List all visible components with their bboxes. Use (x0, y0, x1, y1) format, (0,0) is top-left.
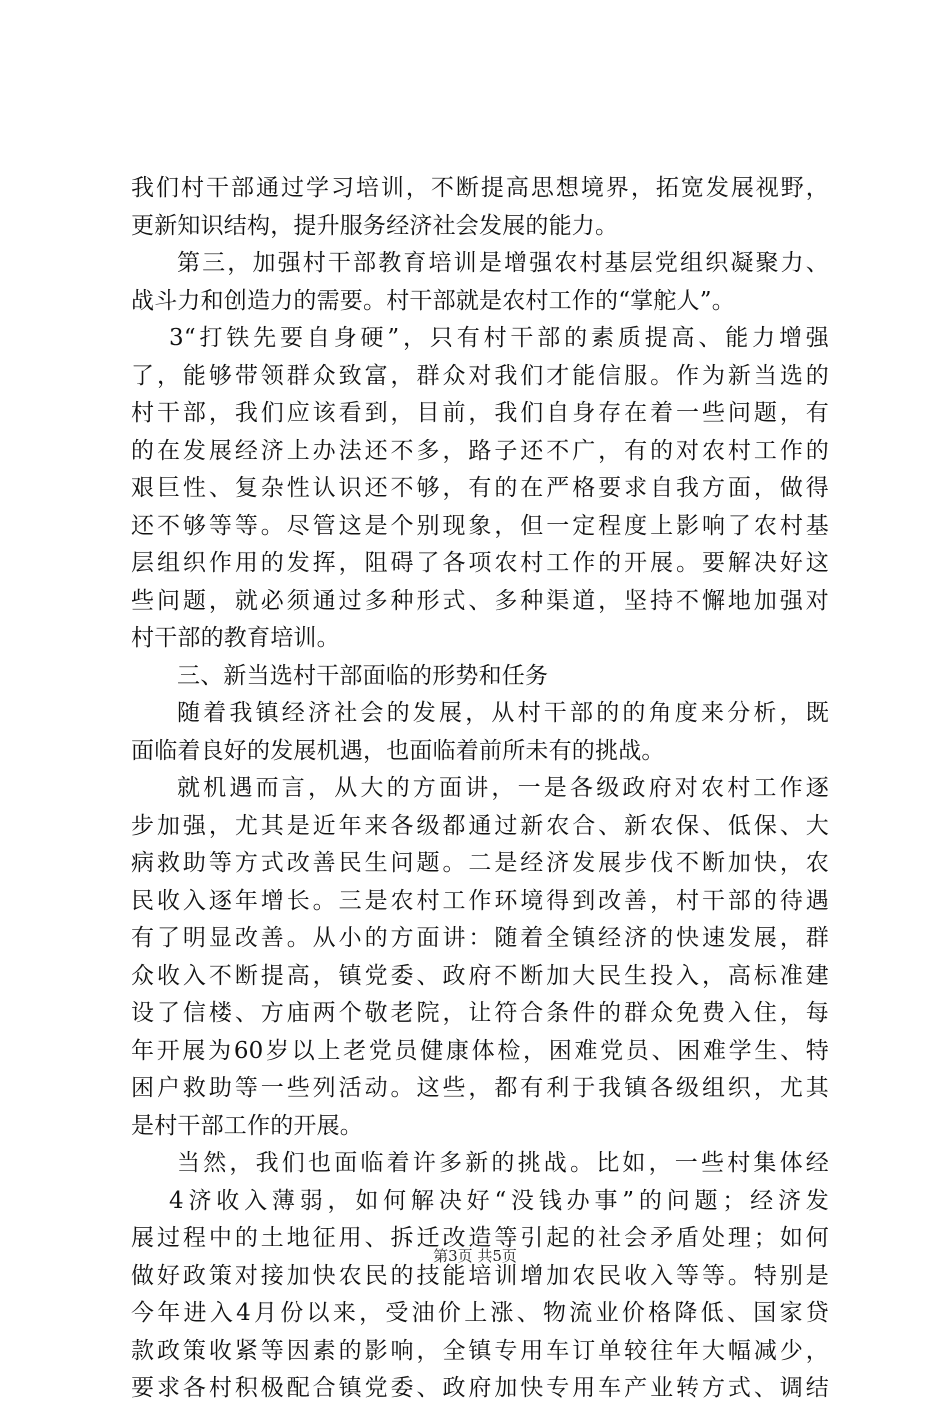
text-line: 层组织作用的发挥，阻碍了各项农村工作的开展。要解决好这 (131, 550, 829, 576)
text-line: 要求各村积极配合镇党委、政府加快专用车产业转方式、调结 (131, 1375, 829, 1401)
text-line: 战斗力和创造力的需要。村干部就是农村工作的“掌舵人”。 (131, 287, 735, 314)
text-line: 第三，加强村干部教育培训是增强农村基层党组织凝聚力、 (177, 250, 829, 276)
text-line: 些问题，就必须通过多种形式、多种渠道，坚持不懈地加强对 (131, 587, 829, 614)
text-line: 面临着良好的发展机遇，也面临着前所未有的挑战。 (131, 737, 665, 764)
section-heading: 三、新当选村干部面临的形势和任务 (177, 662, 549, 689)
text-line: 病救助等方式改善民生问题。二是经济发展步伐不断加快，农 (131, 850, 829, 876)
text-line: 有了明显改善。从小的方面讲：随着全镇经济的快速发展，群 (131, 925, 829, 951)
text-line: 更新知识结构，提升服务经济社会发展的能力。 (131, 212, 619, 239)
text-line: 村干部的教育培训。 (131, 625, 340, 651)
text-line: 是村干部工作的开展。 (131, 1112, 363, 1139)
text-line: 众收入不断提高，镇党委、政府不断加大民生投入，高标准建 (131, 962, 829, 989)
text-line: 当然，我们也面临着许多新的挑战。比如，一些村集体经 (177, 1150, 829, 1176)
document-body (131, 170, 829, 1408)
text-line: 款政策收紧等因素的影响，全镇专用车订单较往年大幅减少， (131, 1337, 829, 1364)
text-line: 艰巨性、复杂性认识还不够，有的在严格要求自我方面，做得 (131, 475, 829, 501)
text-line: 了，能够带领群众致富，群众对我们才能信服。作为新当选的 (131, 362, 829, 389)
text-line: 的在发展经济上办法还不多，路子还不广，有的对农村工作的 (131, 437, 829, 464)
text-line: 还不够等等。尽管这是个别现象，但一定程度上影响了农村基 (131, 512, 829, 539)
text-line: 年开展为60岁以上老党员健康体检，困难党员、困难学生、特 (131, 1037, 829, 1064)
text-line: 4济收入薄弱，如何解决好“没钱办事”的问题；经济发 (169, 1187, 829, 1214)
text-line: 我们村干部通过学习培训，不断提高思想境界，拓宽发展视野， (131, 175, 829, 201)
text-line: 3“打铁先要自身硬”，只有村干部的素质提高、能力增强 (169, 325, 829, 351)
text-line: 随着我镇经济社会的发展，从村干部的的角度来分析，既 (177, 700, 829, 726)
text-line: 村干部，我们应该看到，目前，我们自身存在着一些问题，有 (131, 400, 829, 426)
text-line: 展过程中的土地征用、拆迁改造等引起的社会矛盾处理；如何 (131, 1225, 829, 1251)
page-footer: 第3页 共5页 (433, 1247, 517, 1265)
text-line: 就机遇而言，从大的方面讲，一是各级政府对农村工作逐 (177, 775, 829, 801)
text-line: 今年进入4月份以来，受油价上涨、物流业价格降低、国家贷 (131, 1300, 829, 1326)
text-line: 步加强，尤其是近年来各级都通过新农合、新农保、低保、大 (131, 812, 829, 839)
text-line: 民收入逐年增长。三是农村工作环境得到改善，村干部的待遇 (131, 887, 829, 914)
text-line: 困户救助等一些列活动。这些，都有利于我镇各级组织，尤其 (131, 1075, 829, 1101)
text-line: 做好政策对接加快农民的技能培训增加农民收入等等。特别是 (131, 1262, 829, 1289)
text-line: 设了信楼、方庙两个敬老院，让符合条件的群众免费入住，每 (131, 1000, 829, 1026)
